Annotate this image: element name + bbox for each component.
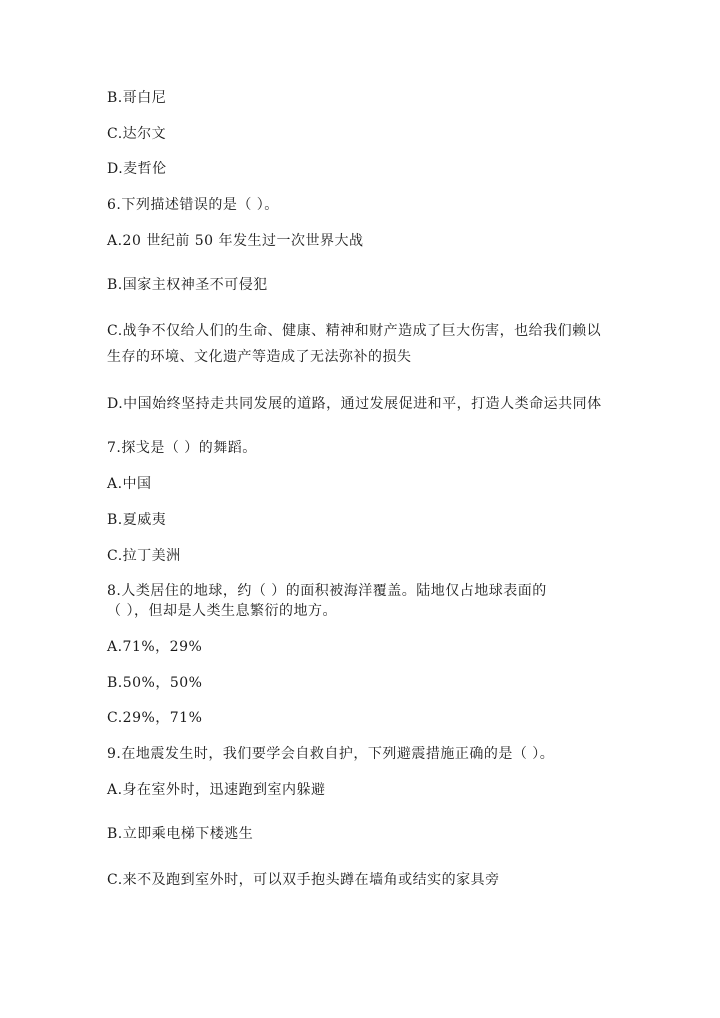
question-6: 6.下列描述错误的是（ ）。 xyxy=(107,197,279,213)
option-c-q6-line2: 生存的环境、文化遗产等造成了无法弥补的损失 xyxy=(107,349,412,365)
question-8-line1: 8.人类居住的地球，约（ ）的面积被海洋覆盖。陆地仅占地球表面的 xyxy=(107,583,547,599)
option-d-q6: D.中国始终坚持走共同发展的道路，通过发展促进和平，打造人类命运共同体 xyxy=(107,396,602,412)
option-d-q5: D.麦哲伦 xyxy=(107,161,167,177)
question-8-line2: （ ），但却是人类生息繁衍的地方。 xyxy=(107,603,337,619)
option-a-q6: A.20 世纪前 50 年发生过一次世界大战 xyxy=(107,233,364,249)
option-c-q9: C.来不及跑到室外时，可以双手抱头蹲在墙角或结实的家具旁 xyxy=(107,872,500,888)
option-c-q5: C.达尔文 xyxy=(107,126,167,142)
option-a-q9: A.身在室外时，迅速跑到室内躲避 xyxy=(107,782,326,798)
option-b-q7: B.夏威夷 xyxy=(107,512,167,528)
option-c-q6-line1: C.战争不仅给人们的生命、健康、精神和财产造成了巨大伤害，也给我们赖以 xyxy=(107,323,602,339)
option-a-q8: A.71%，29% xyxy=(107,639,203,655)
question-9: 9.在地震发生时，我们要学会自救自护，下列避震措施正确的是（ ）。 xyxy=(107,746,555,762)
option-b-q6: B.国家主权神圣不可侵犯 xyxy=(107,277,268,293)
option-b-q8: B.50%，50% xyxy=(107,675,203,691)
option-b-q9: B.立即乘电梯下楼逃生 xyxy=(107,826,254,842)
option-c-q7: C.拉丁美洲 xyxy=(107,548,181,564)
option-a-q7: A.中国 xyxy=(107,476,152,492)
question-7: 7.探戈是（ ）的舞蹈。 xyxy=(107,440,257,456)
option-b-q5: B.哥白尼 xyxy=(107,90,167,106)
option-c-q8: C.29%，71% xyxy=(107,710,203,726)
